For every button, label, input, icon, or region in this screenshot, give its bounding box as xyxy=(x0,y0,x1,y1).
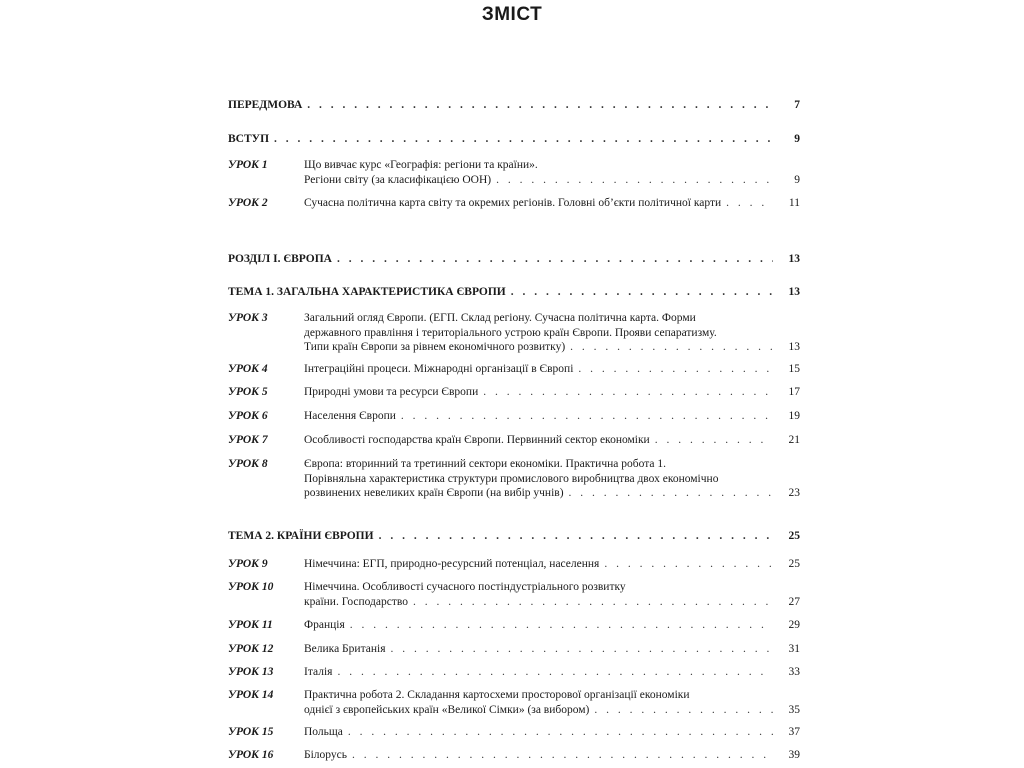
entry-text: Велика Британія xyxy=(304,643,386,655)
page-number: 37 xyxy=(788,726,800,738)
lesson-number: УРОК 3 xyxy=(228,312,268,324)
entry-text: Порівняльна характеристика структури промислового виробництва двох економічно xyxy=(304,472,719,485)
page-number: 17 xyxy=(788,386,800,398)
toc-lesson xyxy=(228,580,800,609)
page-number: 33 xyxy=(788,666,800,678)
toc-lesson xyxy=(228,433,800,448)
dot-leader xyxy=(352,748,773,763)
toc-lesson xyxy=(228,557,800,572)
page-number: 15 xyxy=(788,363,800,375)
page-number: 23 xyxy=(788,487,800,499)
toc-lesson xyxy=(228,688,800,717)
dot-leader xyxy=(337,665,773,680)
page-number: 13 xyxy=(788,253,800,265)
toc-heading xyxy=(228,98,800,113)
page-number: 39 xyxy=(788,749,800,761)
entry-text: Франція xyxy=(304,619,345,631)
entry-text: Населення Європи xyxy=(304,410,396,422)
page-title: ЗМІСТ xyxy=(481,4,543,25)
page-number: 11 xyxy=(788,197,800,209)
toc-lesson xyxy=(228,385,800,400)
dot-leader xyxy=(348,725,773,740)
lesson-number: УРОК 15 xyxy=(228,726,274,738)
dot-leader xyxy=(726,196,773,211)
entry-text: Особливості господарства країн Європи. Первинний сектор економіки xyxy=(304,434,650,446)
dot-leader xyxy=(569,486,773,501)
page-number: 29 xyxy=(788,619,800,631)
entry-text: Регіони світу (за класифікацією ООН) xyxy=(304,173,492,186)
toc-lesson xyxy=(228,748,800,763)
dot-leader xyxy=(655,433,773,448)
toc-lesson xyxy=(228,665,800,680)
page-number: 13 xyxy=(788,286,800,298)
page-number: 13 xyxy=(788,341,800,353)
entry-text: ПЕРЕДМОВА xyxy=(228,99,303,111)
entry-text: країни. Господарство xyxy=(304,595,408,608)
toc-heading xyxy=(228,252,800,267)
dot-leader xyxy=(274,132,773,147)
entry-text: Типи країн Європи за рівнем економічного розвитку) xyxy=(304,341,566,353)
lesson-number: УРОК 7 xyxy=(228,434,268,446)
lesson-number: УРОК 2 xyxy=(228,197,268,209)
dot-leader xyxy=(483,385,773,400)
toc-lesson xyxy=(228,642,800,657)
page-number: 9 xyxy=(794,133,800,145)
toc-lesson xyxy=(228,457,800,501)
dot-leader xyxy=(337,252,773,267)
page-number: 27 xyxy=(788,595,800,608)
lesson-number: УРОК 13 xyxy=(228,666,274,678)
dot-leader xyxy=(496,173,773,188)
entry-text: Природні умови та ресурси Європи xyxy=(304,386,479,398)
dot-leader xyxy=(401,409,773,424)
toc-lesson xyxy=(228,196,800,211)
dot-leader xyxy=(390,642,773,657)
entry-text: Європа: вторинний та третинний сектори економіки. Практична робота 1. xyxy=(304,458,666,470)
toc-lesson xyxy=(228,158,800,187)
page-number: 25 xyxy=(788,530,800,542)
entry-text: ТЕМА 2. КРАЇНИ ЄВРОПИ xyxy=(228,530,374,542)
lesson-number: УРОК 10 xyxy=(228,581,274,593)
lesson-number: УРОК 9 xyxy=(228,558,268,570)
toc-heading xyxy=(228,132,800,147)
dot-leader xyxy=(594,703,773,718)
lesson-number: УРОК 12 xyxy=(228,643,274,655)
page-number: 9 xyxy=(794,173,800,186)
lesson-number: УРОК 4 xyxy=(228,363,268,375)
entry-text: ТЕМА 1. ЗАГАЛЬНА ХАРАКТЕРИСТИКА ЄВРОПИ xyxy=(228,286,506,298)
toc-lesson xyxy=(228,409,800,424)
toc-heading xyxy=(228,285,800,300)
page-number: 31 xyxy=(788,643,800,655)
lesson-number: УРОК 5 xyxy=(228,386,268,398)
lesson-number: УРОК 11 xyxy=(228,619,273,631)
dot-leader xyxy=(570,340,773,355)
lesson-number: УРОК 14 xyxy=(228,689,274,701)
entry-text: ВСТУП xyxy=(228,133,270,145)
toc-lesson xyxy=(228,311,800,355)
lesson-number: УРОК 6 xyxy=(228,410,268,422)
page-number: 35 xyxy=(788,703,800,716)
entry-text: Що вивчає курс «Географія: регіони та країни». xyxy=(304,159,538,171)
dot-leader xyxy=(307,98,773,113)
entry-text: розвинених невеликих країн Європи (на вибір учнів) xyxy=(304,487,564,499)
dot-leader xyxy=(413,595,773,610)
page-number: 7 xyxy=(794,99,800,111)
toc-lesson xyxy=(228,618,800,633)
page-number: 19 xyxy=(788,410,800,422)
entry-text: однієї з європейських країн «Великої Сімки» (за вибором) xyxy=(304,703,590,716)
lesson-number: УРОК 16 xyxy=(228,749,274,761)
page-number: 21 xyxy=(788,434,800,446)
dot-leader xyxy=(379,529,773,544)
entry-text: Практична робота 2. Складання картосхеми просторової організації економіки xyxy=(304,689,690,701)
entry-text: Білорусь xyxy=(304,749,347,761)
entry-text: Сучасна політична карта світу та окремих регіонів. Головні об’єкти політичної карти xyxy=(304,197,722,209)
entry-text: Польща xyxy=(304,726,343,738)
toc-heading xyxy=(228,529,800,544)
dot-leader xyxy=(604,557,773,572)
page-number: 25 xyxy=(788,558,800,570)
entry-text: Інтеграційні процеси. Міжнародні організації в Європі xyxy=(304,363,574,375)
entry-text: РОЗДІЛ І. ЄВРОПА xyxy=(228,253,332,265)
entry-text: Італія xyxy=(304,666,333,678)
dot-leader xyxy=(578,362,773,377)
toc-lesson xyxy=(228,362,800,377)
entry-text: Німеччина: ЕГП, природно-ресурсний потенціал, населення xyxy=(304,558,600,570)
toc-lesson xyxy=(228,725,800,740)
entry-text: Загальний огляд Європи. (ЕГП. Склад регіону. Сучасна політична карта. Форми xyxy=(304,312,696,324)
dot-leader xyxy=(350,618,773,633)
dot-leader xyxy=(511,285,773,300)
entry-text: державного правління і територіального устрою країн Європи. Прояви сепаратизму. xyxy=(304,326,717,339)
lesson-number: УРОК 1 xyxy=(228,159,268,171)
entry-text: Німеччина. Особливості сучасного постіндустріального розвитку xyxy=(304,581,626,593)
lesson-number: УРОК 8 xyxy=(228,458,268,470)
